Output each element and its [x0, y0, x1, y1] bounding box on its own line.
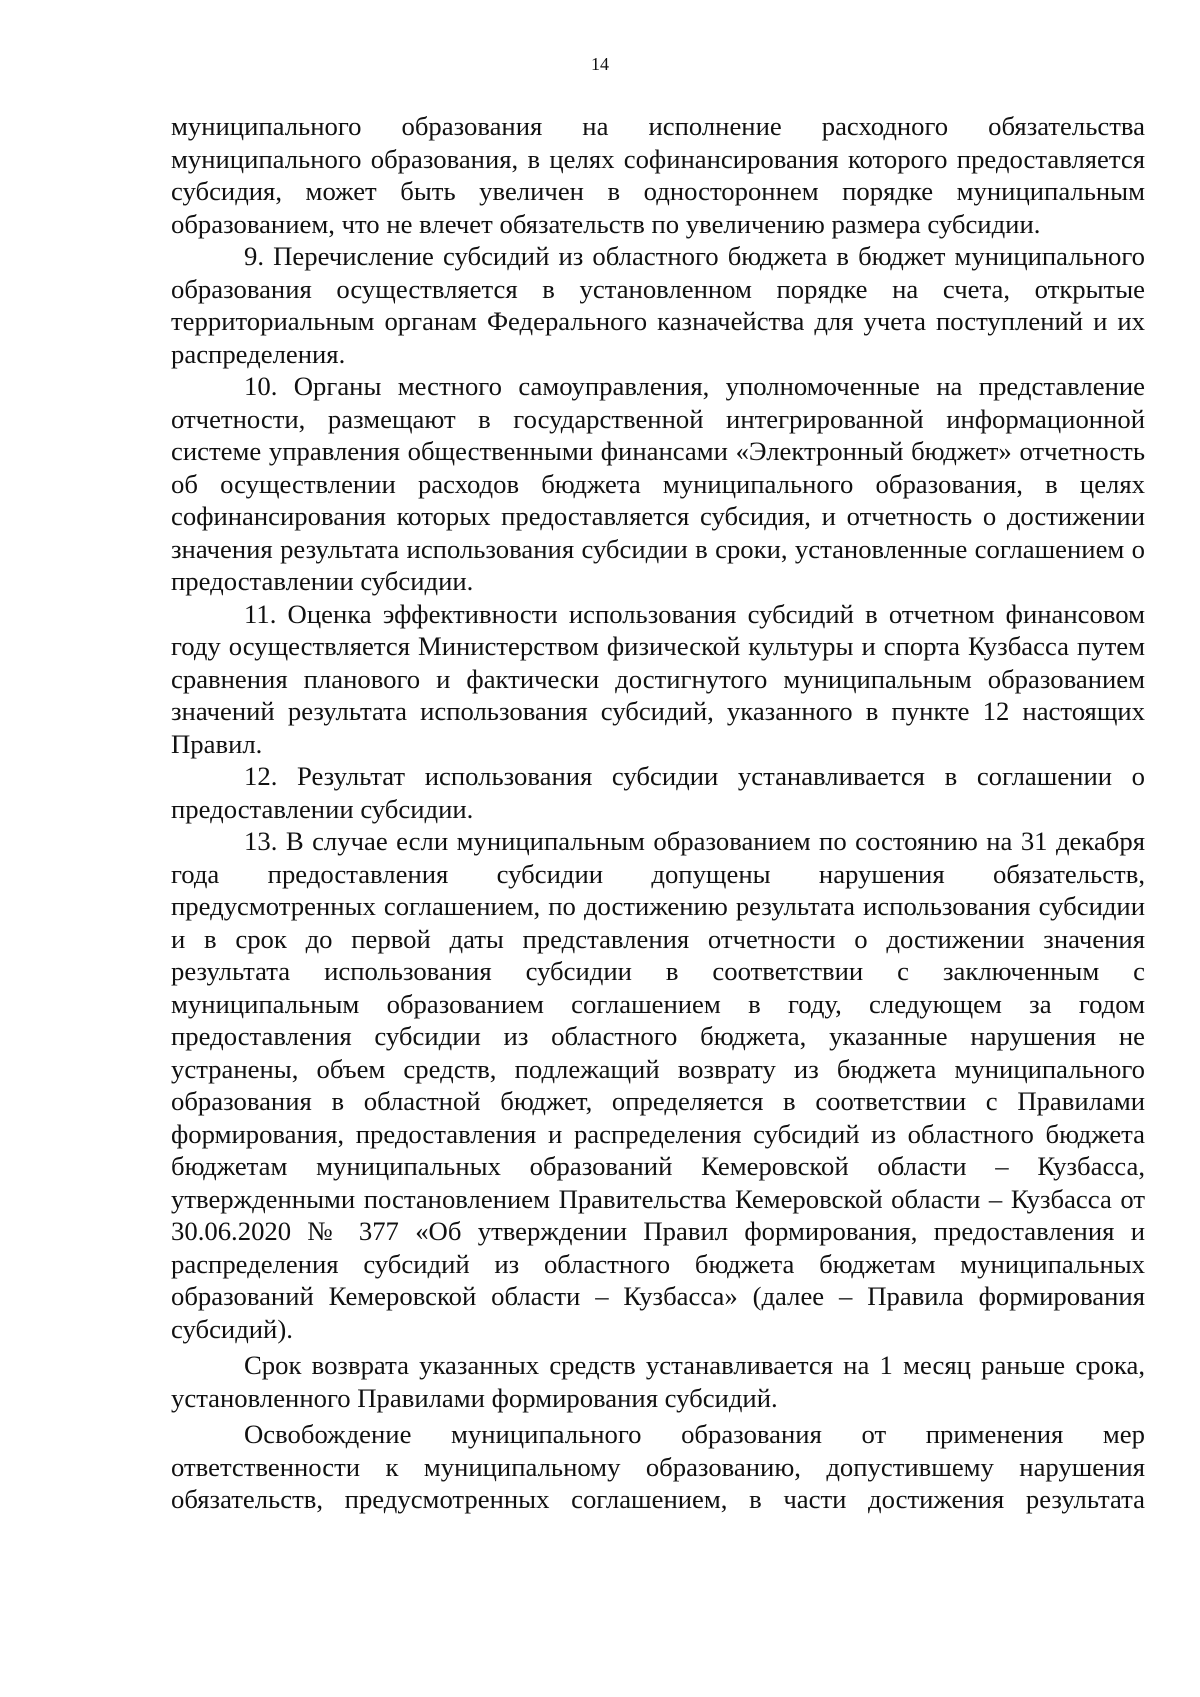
- paragraph-item-11: 11. Оценка эффективности использования субсидий в отчетном финансовом году осуществляется Министерством физической культуры и спорта Кузбасса путем сравнения планового и фактически достигнутого муниципальным образованием значений результата использования субсидий, указанного в пункте 12 настоящих Правил.: [171, 598, 1145, 759]
- paragraph-exemption: Освобождение муниципального образования от применения мер ответственности к муниципальному образованию, допустившему нарушения обязательств, предусмотренных соглашением, в части достижения результата: [171, 1419, 1145, 1514]
- paragraph-item-13: 13. В случае если муниципальным образованием по состоянию на 31 декабря года предоставления субсидии допущены нарушения обязательств, предусмотренных соглашением, по достижению результата использования субсидии и в срок до первой даты представления отчетности о достижении значения результата использования субсидии в соответствии с заключенным с муниципальным образованием соглашением в году, следующем за годом предоставления субсидии из областного бюджета, указанные нарушения не устранены, объем средств, подлежащий возврату из бюджета муниципального образования в областной бюджет, определяется в соответствии с Правилами формирования, предоставления и распределения субсидий из областного бюджета бюджетам муниципальных образований Кемеровской области – Кузбасса, утвержденными постановлением Правительства Кемеровской области – Кузбасса от 30.06.2020 № 377 «Об утверждении Правил формирования, предоставления и распределения субсидий из областного бюджета бюджетам муниципальных образований Кемеровской области – Кузбасса» (далее – Правила формирования субсидий).: [171, 826, 1145, 1344]
- paragraph-return-term: Срок возврата указанных средств устанавливается на 1 месяц раньше срока, установленного Правилами формирования субсидий.: [171, 1350, 1145, 1413]
- document-body: [171, 110, 1145, 1516]
- paragraph-item-10: 10. Органы местного самоуправления, уполномоченные на представление отчетности, размещают в государственной интегрированной информационной системе управления общественными финансами «Электронный бюджет» отчетность об осуществлении расходов бюджета муниципального образования, в целях софинансирования которых предоставляется субсидия, и отчетность о достижении значения результата использования субсидии в сроки, установленные соглашением о предоставлении субсидии.: [171, 371, 1145, 596]
- paragraph-continuation: муниципального образования на исполнение расходного обязательства муниципального образования, в целях софинансирования которого предоставляется субсидия, может быть увеличен в одностороннем порядке муниципальным образованием, что не влечет обязательств по увеличению размера субсидии.: [171, 111, 1145, 239]
- paragraph-item-12: 12. Результат использования субсидии устанавливается в соглашении о предоставлении субсидии.: [171, 761, 1145, 824]
- paragraph-item-9: 9. Перечисление субсидий из областного бюджета в бюджет муниципального образования осуществляется в установленном порядке на счета, открытые территориальным органам Федерального казначейства для учета поступлений и их распределения.: [171, 241, 1145, 369]
- page-number: 14: [591, 54, 609, 74]
